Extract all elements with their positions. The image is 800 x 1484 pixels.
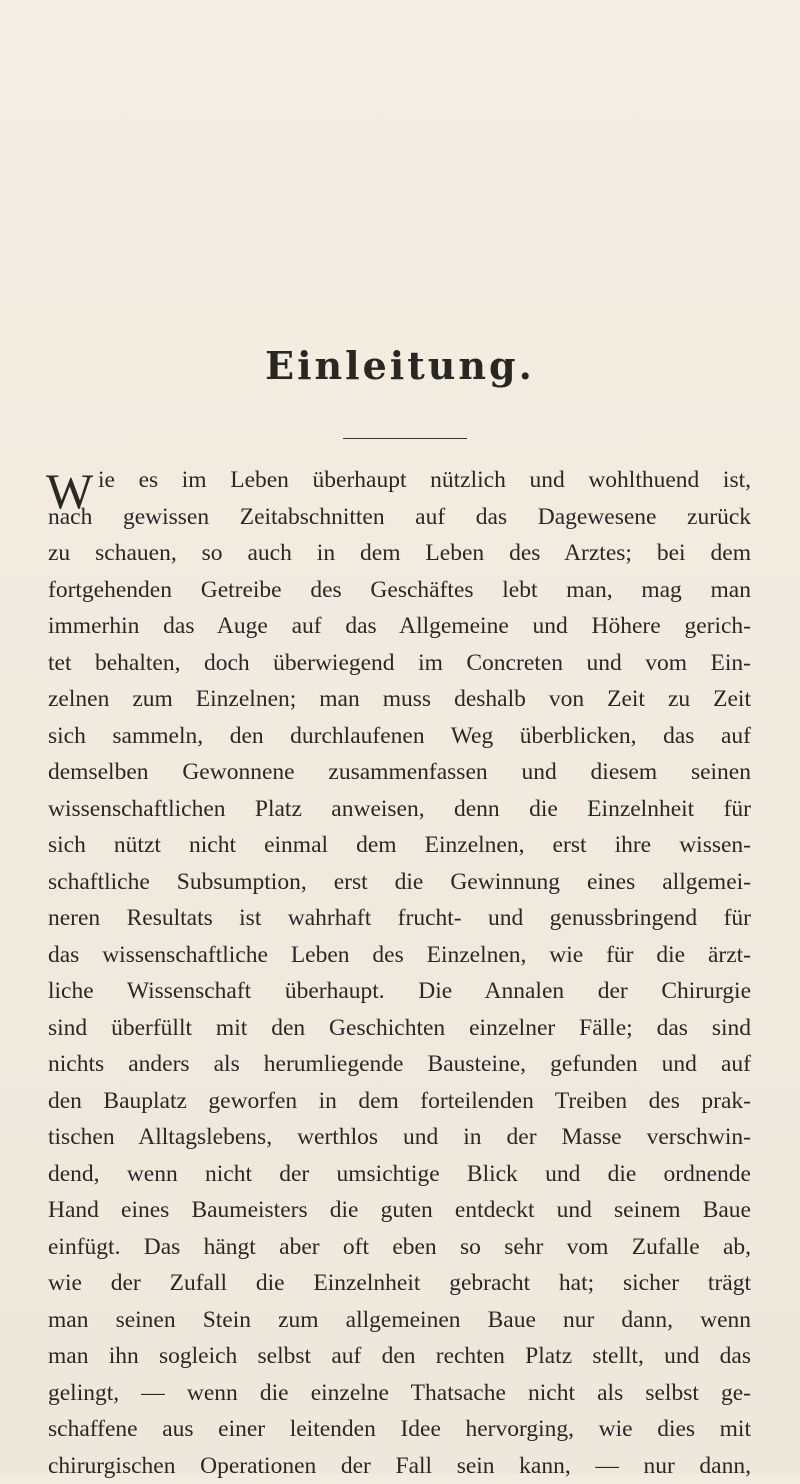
text-line: demselben Gewonnene zusammenfassen und diesem seinen xyxy=(48,754,751,791)
text-line: chirurgischen Operationen der Fall sein kann, — nur dann, xyxy=(48,1448,751,1484)
text-line: Hand eines Baumeisters die guten entdeckt und seinem Baue xyxy=(48,1192,751,1229)
text-line: man ihn sogleich selbst auf den rechten Platz stellt, und das xyxy=(48,1338,751,1375)
text-line: nach gewissen Zeitabschnitten auf das Dagewesene zurück xyxy=(48,499,751,536)
text-line: schaffene aus einer leitenden Idee hervorging, wie dies mit xyxy=(48,1411,751,1448)
text-line-first: ie es im Leben überhaupt nützlich und wohlthuend ist, xyxy=(98,462,751,499)
text-line: wissenschaftlichen Platz anweisen, denn die Einzelnheit für xyxy=(48,791,751,828)
text-line: wie der Zufall die Einzelnheit gebracht hat; sicher trägt xyxy=(48,1265,751,1302)
text-line: nichts anders als herumliegende Bausteine, gefunden und auf xyxy=(48,1046,751,1083)
text-line: sich nützt nicht einmal dem Einzelnen, erst ihre wissen- xyxy=(48,827,751,864)
text-line: liche Wissenschaft überhaupt. Die Annalen der Chirurgie xyxy=(48,973,751,1010)
text-line: einfügt. Das hängt aber oft eben so sehr vom Zufalle ab, xyxy=(48,1229,751,1266)
text-line: zelnen zum Einzelnen; man muss deshalb von Zeit zu Zeit xyxy=(48,681,751,718)
heading-rule xyxy=(343,438,467,439)
text-line: fortgehenden Getreibe des Geschäftes lebt man, mag man xyxy=(48,572,751,609)
chapter-heading: Einleitung. xyxy=(0,343,800,388)
text-line: sich sammeln, den durchlaufenen Weg überblicken, das auf xyxy=(48,718,751,755)
text-line: neren Resultats ist wahrhaft frucht- und genussbringend für xyxy=(48,900,751,937)
text-line: tischen Alltagslebens, werthlos und in der Masse verschwin- xyxy=(48,1119,751,1156)
text-line: schaftliche Subsumption, erst die Gewinnung eines allgemei- xyxy=(48,864,751,901)
text-line: sind überfüllt mit den Geschichten einzelner Fälle; das sind xyxy=(48,1010,751,1047)
text-line: man seinen Stein zum allgemeinen Baue nur dann, wenn xyxy=(48,1302,751,1339)
body-text xyxy=(48,499,751,1484)
text-line: den Bauplatz geworfen in dem forteilenden Treiben des prak- xyxy=(48,1083,751,1120)
text-line: zu schauen, so auch in dem Leben des Arztes; bei dem xyxy=(48,535,751,572)
text-line: immerhin das Auge auf das Allgemeine und Höhere gerich- xyxy=(48,608,751,645)
initial-letter: W xyxy=(46,466,93,516)
text-line: gelingt, — wenn die einzelne Thatsache nicht als selbst ge- xyxy=(48,1375,751,1412)
text-line: tet behalten, doch überwiegend im Concreten und vom Ein- xyxy=(48,645,751,682)
text-line: dend, wenn nicht der umsichtige Blick und die ordnende xyxy=(48,1156,751,1193)
text-line: das wissenschaftliche Leben des Einzelnen, wie für die ärzt- xyxy=(48,937,751,974)
